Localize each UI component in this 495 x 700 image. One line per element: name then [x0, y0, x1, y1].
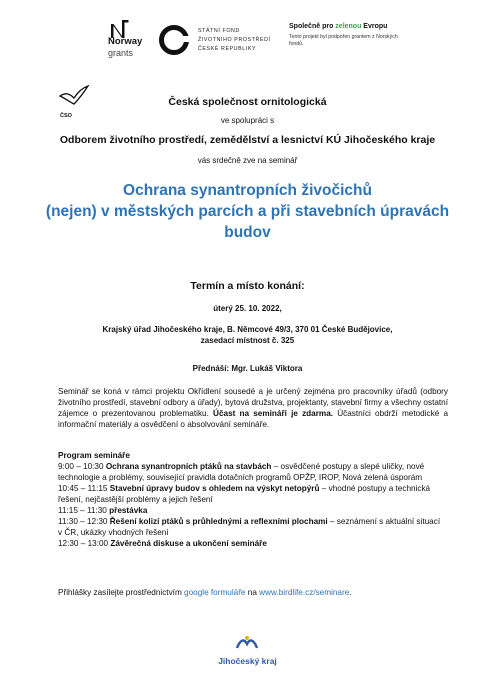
norway-logo-sub: grants [108, 48, 134, 58]
department-name: Odborem životního prostředí, zemědělství a lesnictví KÚ Jihočeského kraje [59, 134, 436, 146]
cso-logo-text: ČSO [60, 113, 72, 119]
speaker: Přednáší: Mgr. Lukáš Viktora [192, 364, 303, 373]
list-item: 12:30 – 13:00 Závěrečná diskuse a ukončení semináře [58, 539, 267, 548]
sfzp-logo-text: STÁTNÍ FOND ŽIVOTNÍHO PROSTŘEDÍ ČESKÉ REPUBLIKY [198, 28, 271, 52]
list-item: 9:00 – 10:30 Ochrana synantropních ptáků na stavbách – osvědčené postupy a slepé uličky, nové technologie a problémy, související pravidla dotačních programů OPŽP, IROP, Nová zelená úsporám [58, 462, 425, 482]
norway-logo-text: Norway [108, 36, 143, 47]
google-form-link[interactable]: google formuláře [184, 588, 246, 597]
list-item: 11:15 – 11:30 přestávka [58, 506, 148, 515]
seminar-title: Ochrana synantropních živočichů (nejen) v městských parcích a při stavebních úpravách budov [45, 182, 450, 241]
seminar-place: Krajský úřad Jihočeského kraje, B. Němcové 49/3, 370 01 České Budějovice, zasedací místnost č. 325 [102, 325, 393, 345]
term-heading: Termín a místo konání: [190, 280, 305, 292]
cooperation-text: ve spolupráci s [220, 116, 275, 125]
intro-paragraph: Seminář se koná v rámci projektu Okřídlení sousedé a je určený zejména pro pracovníky úřadů (odbory životního prostředí, stavební odbory a úřady), bytová družstva, projektanty, stavební firmy a všechny ostatní zájemce o prezentovanou problematiku. Účast na semináři je zdarma. Účastníci obdrží metodické a informační materiály a osvědčení o absolvování semináře. [58, 387, 448, 429]
program-list [58, 450, 443, 549]
list-item: 11:30 – 12:30 Řešení kolizí ptáků s průhlednými a reflexními plochami – seznámení s aktuální situací v ČR, ukázky vhodných řešení [58, 517, 441, 537]
jihocesky-kraj-logo-text: Jihočeský kraj [218, 656, 277, 666]
signup-text: Přihlášky zasílejte prostřednictvím google formuláře na www.birdlife.cz/seminare. [58, 588, 352, 597]
program-heading: Program semináře [58, 451, 130, 460]
together-logo-sub: Tento projekt byl podpořen grantem z Norských fondů. [289, 34, 398, 47]
sfzp-logo-icon [158, 24, 190, 56]
together-logo-title: Společně pro zelenou Evropu [289, 23, 388, 30]
seminar-date: úterý 25. 10. 2022, [213, 304, 282, 313]
birdlife-link[interactable]: www.birdlife.cz/seminare [259, 588, 350, 597]
jihocesky-kraj-logo-icon [234, 634, 260, 652]
list-item: 10:45 – 11:15 Stavební úpravy budov s ohledem na výskyt netopýrů – vhodné postupy a technická řešení, nejčastější problémy a jejich řešení [58, 484, 431, 504]
organizer-name: Česká společnost ornitologická [168, 96, 327, 108]
invitation-text: vás srdečně zve na seminář [197, 156, 298, 165]
